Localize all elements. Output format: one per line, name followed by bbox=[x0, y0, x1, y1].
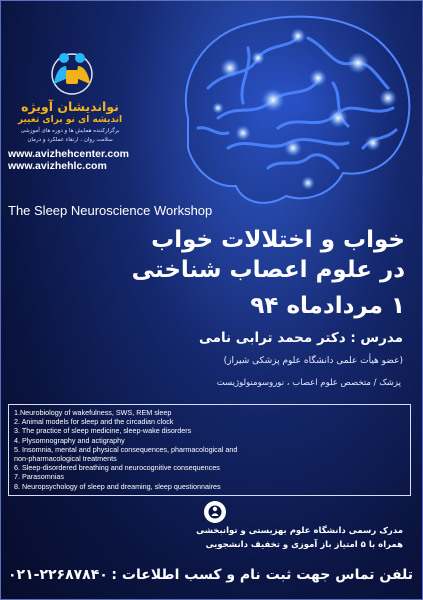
title-line-1: خواب و اختلالات خواب bbox=[151, 227, 405, 253]
topic-item: 1.Neurobiology of wakefulness, SWS, REM sleep bbox=[14, 408, 172, 417]
topic-item: non-pharmacological treatments bbox=[14, 454, 117, 464]
organization-description-2: سلامت روان ، ارتقاء عملکرد و درمان bbox=[27, 137, 113, 143]
website-list bbox=[8, 148, 168, 172]
organization-block bbox=[0, 100, 140, 144]
people-logo-icon bbox=[42, 48, 102, 96]
workshop-date: ۱ مردادماه ۹۴ bbox=[250, 293, 405, 319]
instructor: مدرس : دکتر محمد ترابی نامی bbox=[198, 330, 403, 346]
website-url[interactable]: www.avizhehlc.com bbox=[8, 160, 107, 172]
topic-item: 6. Sleep-disordered breathing and neurocognitive consequences bbox=[14, 463, 220, 473]
university-logo-icon bbox=[203, 500, 227, 524]
topic-item: 7. Parasomnias bbox=[14, 472, 64, 482]
organization-description-1: برگزارکننده همایش ها و دوره های آموزشی bbox=[20, 128, 120, 134]
organization-name: نواندیشان آویژه bbox=[21, 99, 119, 114]
organization-tagline: اندیشه ای نو برای تغییر bbox=[17, 115, 123, 125]
title-line-2: در علوم اعصاب شناختی bbox=[131, 257, 405, 283]
topic-item: 2. Animal models for sleep and the circadian clock bbox=[14, 417, 174, 427]
phone-number[interactable]: ۰۲۱-۲۲۶۸۷۸۴۰ bbox=[8, 567, 108, 583]
points-note: همراه با ۵ امتیاز باز آموزی و تخفیف دانشجویی bbox=[205, 540, 403, 550]
topic-item: 3. The practice of sleep medicine, sleep-wake disorders bbox=[14, 426, 192, 436]
workshop-title-en: The Sleep Neuroscience Workshop bbox=[8, 203, 213, 218]
instructor-affiliation: (عضو هیأت علمی دانشگاه علوم پزشکی شیراز) bbox=[223, 356, 403, 366]
contact-row bbox=[8, 567, 413, 591]
instructor-specialty: پزشک / متخصص علوم اعصاب ، نوروسومنولوژیست bbox=[216, 378, 401, 388]
topic-item: 5. Insomnia, mental and physical consequences, pharmacological and bbox=[14, 444, 238, 454]
topics-box bbox=[8, 404, 411, 496]
topic-item: 8. Neuropsychology of sleep and dreaming, sleep questionnaires bbox=[14, 481, 221, 491]
topic-item: 4. Plysomnography and actigraphy bbox=[14, 435, 125, 445]
website-url[interactable]: www.avizhehcenter.com bbox=[8, 148, 129, 160]
contact-label: تلفن تماس جهت ثبت نام و کسب اطلاعات : bbox=[111, 567, 413, 583]
certificate-note: مدرک رسمی دانشگاه علوم بهزیستی و توانبخشی bbox=[196, 526, 403, 536]
brain-illustration bbox=[158, 8, 420, 218]
